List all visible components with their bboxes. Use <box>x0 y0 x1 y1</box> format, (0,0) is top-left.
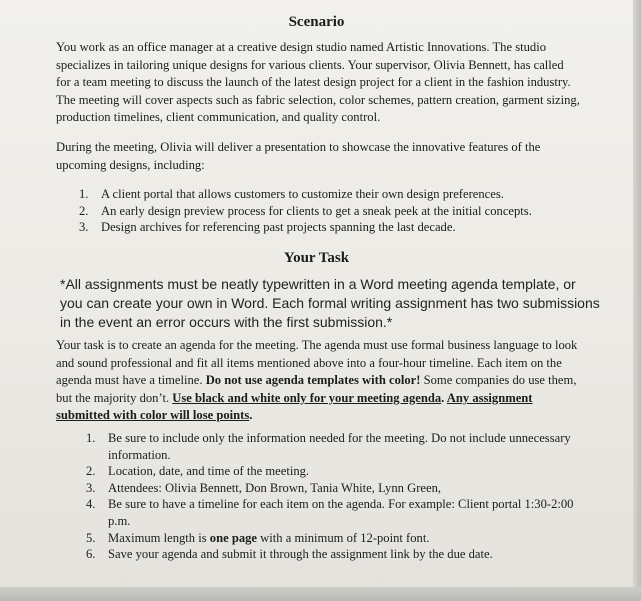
list-item <box>79 186 589 203</box>
list-item <box>86 546 586 563</box>
list-text: Save your agenda and submit it through the assignment link by the due date. <box>108 547 493 562</box>
list-number: 2. <box>86 464 96 479</box>
list-text: Be sure to have a timeline for each item on the agenda. For example: Client portal 1:30-2:00 p.m. <box>108 497 574 528</box>
scenario-heading: Scenario <box>288 14 345 30</box>
period-end: . <box>249 408 253 423</box>
list-text: A client portal that allows customers to customize their own design preferences. <box>101 187 504 201</box>
list-number: 1. <box>86 431 96 445</box>
list-item <box>79 219 589 236</box>
list-number: 6. <box>86 547 96 562</box>
bottom-bar <box>0 587 641 601</box>
list-text-before: Maximum length is <box>108 530 210 545</box>
list-text: Be sure to include only the information needed for the meeting. Do not include unnecessary information. <box>108 431 571 462</box>
list-number: 3. <box>86 480 96 495</box>
one-page-emphasis: one page <box>209 530 258 545</box>
task-intro-text-2: Some companies do use them, but the majority don’t. <box>56 373 577 405</box>
list-number: 5. <box>86 530 96 545</box>
list-number: 2. <box>79 203 89 218</box>
no-color-warning: Do not use agenda templates with color! <box>205 373 421 388</box>
presentation-paragraph: During the meeting, Olivia will deliver a presentation to showcase the innovative features of the upcoming designs, including: <box>56 140 541 172</box>
color-penalty-warning: Any assignment submitted with color will lose points <box>56 390 533 423</box>
list-item <box>86 430 586 463</box>
list-item <box>79 203 589 220</box>
list-number: 4. <box>86 497 96 512</box>
list-item <box>86 530 586 547</box>
window-edge <box>633 0 641 601</box>
task-heading: Your Task <box>283 250 350 266</box>
list-item <box>86 463 586 480</box>
feature-list <box>79 186 589 236</box>
list-number: 1. <box>79 187 89 201</box>
task-instructions-paragraph <box>56 337 586 425</box>
list-number: 3. <box>79 220 89 235</box>
list-text-after: with a minimum of 12-point font. <box>257 530 430 545</box>
period: . <box>441 390 447 405</box>
scenario-paragraph: You work as an office manager at a creative design studio named Artistic Innovations. The studio specializes in tailoring unique designs for various clients. Your supervisor, Olivia Bennett, has called for a team meeting to discuss the launch of the latest design project for a client in the fashion industry. The meeting will cover aspects such as fabric selection, color schemes, pattern creation, garment sizing, production timelines, client communication, and quality control. <box>56 40 580 125</box>
requirements-list <box>86 430 586 563</box>
list-text: Location, date, and time of the meeting. <box>108 464 310 479</box>
list-text: Attendees: Olivia Bennett, Don Brown, Tania White, Lynn Green, <box>108 480 442 495</box>
task-intro-text: Your task is to create an agenda for the meeting. The agenda must use formal business language to look and sound professional and fit all items mentioned above into a four-hour timeline. Each item on the agenda must have a timeline. <box>56 338 578 388</box>
list-item <box>86 496 586 529</box>
formatting-notice: *All assignments must be neatly typewritten in a Word meeting agenda template, or you can create your own in Word. Each formal writing assignment has two submissions in the event an error occurs with the first submission.* <box>60 276 600 330</box>
black-white-requirement: Use black and white only for your meeting agenda <box>172 390 442 405</box>
list-text: An early design preview process for clients to get a sneak peek at the initial concepts. <box>101 203 532 218</box>
list-text: Design archives for referencing past projects spanning the last decade. <box>101 220 456 235</box>
list-item <box>86 480 586 497</box>
